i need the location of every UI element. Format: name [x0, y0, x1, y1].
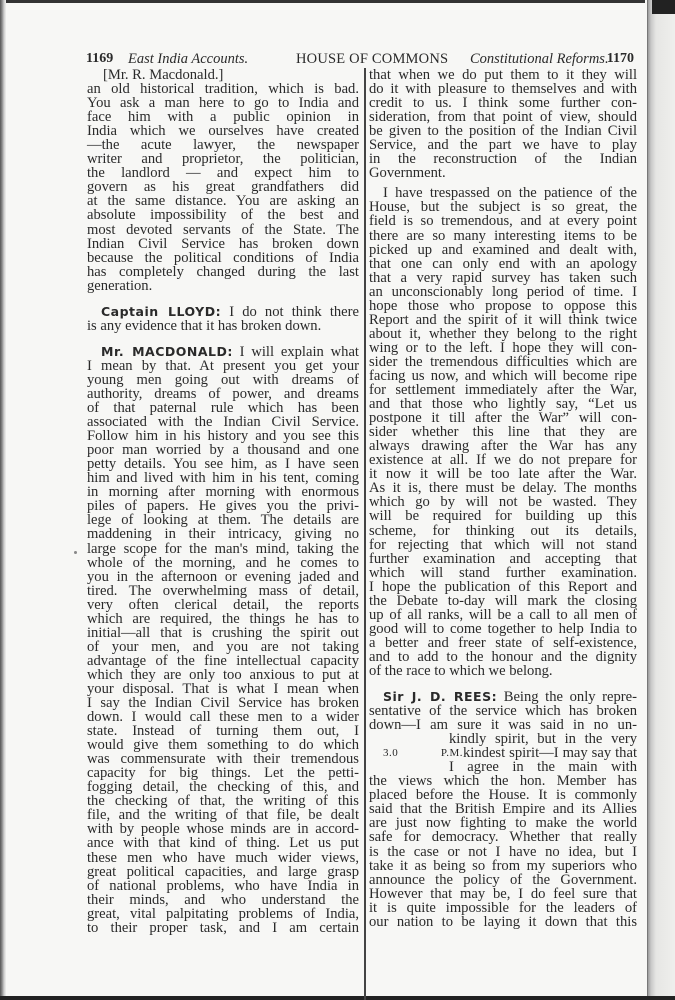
text-line: facing us now, and which will become ripe [369, 367, 637, 384]
text-line: I will explain what [239, 343, 359, 360]
text-line: Indian Civil Service has broken down [87, 235, 359, 252]
text-line: an old historical tradition, which is bad. [87, 81, 359, 98]
text-line: House, but the subject is so great, the [369, 199, 637, 216]
text-line: poor man worried by a thousand and one [87, 442, 359, 459]
text-line: and that those who lightly say, “Let us [369, 396, 637, 413]
text-line: great political capacities, and large grasp [87, 863, 359, 880]
text-line: associated with the Indian Civil Service. [87, 414, 359, 431]
text-line: I have trespassed on the patience of the [383, 185, 637, 202]
text-line: postpone it till after the War” will con- [369, 410, 637, 427]
text-line: that when we do put them to it they will [369, 67, 637, 83]
text-line: credit to us. I think some further con- [369, 95, 637, 112]
text-line: said that the British Empire and its Allies [369, 801, 637, 818]
text-line: tired. The overwhelming mass of detail, [87, 582, 359, 599]
text-line: always drawing after the War has any [369, 438, 637, 455]
paragraph-macdonald-conclusion [369, 68, 637, 180]
text-line: writer and proprietor, the politician, [87, 151, 359, 168]
text-line: ance with that kind of thing. Let us put [87, 835, 359, 852]
paragraph-sir-jd-rees [369, 690, 637, 929]
right-column [369, 68, 637, 929]
speaker-name: Sir J. D. REES: [383, 689, 498, 705]
text-line: govern as his great grandfathers did [87, 179, 359, 196]
text-line: field is so tremendous, and at every point [369, 213, 637, 230]
text-line: which go by will not be wasted. They [369, 494, 637, 511]
text-line: Service, and the part we have to play [369, 137, 637, 154]
text-line: lege of looking at them. The details are [87, 512, 359, 529]
text-line: in morning after morning with enormous [87, 484, 359, 501]
text-line: India which we ourselves have created [87, 123, 359, 140]
scan-right-strip [648, 0, 675, 1000]
text-line: is any evidence that it has broken down. [87, 317, 322, 334]
text-line: the Debate to-day will mark the closing [369, 592, 637, 609]
text-line: the checking of that, the writing of this [87, 793, 359, 810]
header-title-right: Constitutional Reforms. [470, 51, 609, 67]
scan-speck [74, 551, 77, 554]
text-line: maddening in their intricacy, giving no [87, 526, 359, 543]
scan-left-edge [0, 0, 6, 1000]
text-line: which will stand further examination. [369, 564, 637, 581]
text-line: that one can only end with an apology [369, 255, 637, 272]
page-number-right: 1170 [606, 51, 634, 66]
text-line: because the political conditions of India [87, 249, 359, 266]
text-line: is the case or not I have no idea, but I [369, 843, 637, 860]
text-line: capacity for big things. Let the petti- [87, 765, 359, 782]
text-line: I say the Indian Civil Service has broken [87, 695, 359, 712]
text-line: I do not think there [229, 303, 359, 320]
text-line: sider whether this line that they are [369, 424, 637, 441]
text-line: —the acute lawyer, the newspaper [87, 137, 359, 154]
text-line: you in the afternoon or evening jaded and [87, 568, 359, 585]
left-column [87, 68, 359, 935]
text-line: I hope the publication of this Report and [369, 578, 637, 595]
text-line: piles of papers. He gives you the privi- [87, 498, 359, 515]
paragraph-captain-lloyd [87, 305, 359, 333]
text-line: placed before the House. It is commonly [369, 787, 637, 804]
paragraph-macdonald-closing [369, 186, 637, 678]
header-title-left: East India Accounts. [128, 51, 249, 67]
text-line: As it is, there must be delay. The months [369, 480, 637, 497]
text-line: him and lived with him in his tent, coming [87, 470, 359, 487]
text-line: Being the only repre- [503, 689, 637, 706]
text-line: would give them something to do which [87, 737, 359, 754]
text-line: up of all ranks, will be a call to all men of [369, 606, 637, 623]
text-line: of national problems, who have India in [87, 877, 359, 894]
text-line: an unconscionably long period of time. I [369, 283, 637, 300]
scan-right-corner [652, 0, 675, 14]
text-line: kindly spirit, but in the very [449, 731, 637, 748]
text-line: it now it will be too late after the War. [369, 466, 637, 483]
text-line: of the race to which we belong. [369, 662, 553, 679]
continuation-attribution: [Mr. R. Macdonald.] [103, 67, 224, 83]
text-line: generation. [87, 277, 153, 294]
text-line: for rejecting that which will not stand [369, 536, 637, 553]
text-line: I agree in the main with [449, 759, 637, 776]
text-line: sider the tremendous difficulties which are [369, 353, 637, 370]
text-line: be given to the position of the Indian Civil [369, 123, 637, 140]
column-divider [364, 68, 366, 1000]
text-line: of your men, and you are not taking [87, 638, 359, 655]
text-line: authority, dreams of power, and dreams [87, 385, 359, 402]
text-line: the landlord — and expect him to [87, 165, 359, 182]
text-line: down—I am sure it was said in no un- [369, 717, 637, 734]
text-line: a better and freer state of self-existence, [369, 634, 637, 651]
text-line: of that paternal rule which has been [87, 400, 359, 417]
text-line: your disposal. That is what I mean when [87, 680, 359, 697]
paragraph-macdonald-cont [87, 82, 359, 293]
text-line: Report and the spirit of it will think twice [369, 311, 637, 328]
text-line: their minds, and who understand the [87, 891, 359, 908]
text-line: sentative of the service which has broken [369, 703, 637, 720]
text-line: safe for democracy. Whether that really [369, 829, 637, 846]
scan-bottom-edge [0, 996, 675, 1000]
text-line: our nation to be laying it down that this [369, 913, 637, 930]
scan-top-edge [0, 0, 645, 3]
text-line: that a very rapid survey has taken such [369, 269, 637, 286]
text-line: Government. [369, 165, 446, 182]
text-line: very often clerical detail, the reports [87, 596, 359, 613]
text-line: will be required for building up this [369, 508, 637, 525]
text-line: scheme, for thinking out its details, [369, 522, 637, 539]
text-line: do it with pleasure to themselves and with [369, 81, 637, 98]
text-line: existence at all. If we do not prepare for [369, 452, 637, 469]
text-line: announce the policy of the Government. [369, 871, 637, 888]
text-line: face him with a public opinion in [87, 109, 359, 126]
text-line: great, vital palpitating problems of India, [87, 905, 359, 922]
text-line: picked up and examined and dealt with, [369, 241, 637, 258]
text-line: was commensurate with their tremendous [87, 751, 359, 768]
page-number-left: 1169 [86, 51, 114, 66]
text-line: has completely changed during the last [87, 263, 359, 280]
text-line: large scope for the man's mind, taking the [87, 540, 359, 557]
text-line: most devoted servants of the State. The [87, 221, 359, 238]
text-line: the views which the hon. Member has [369, 773, 637, 790]
text-line: which they are only too anxious to put at [87, 666, 359, 683]
text-line: wing or to the left. I hope they will con- [369, 339, 637, 356]
text-line: with by people whose minds are in accord- [87, 821, 359, 838]
text-line: fogging detail, the checking of this, and [87, 779, 359, 796]
text-line: it is quite impossible for the leaders of [369, 899, 637, 916]
speaker-name: Captain LLOYD: [101, 303, 222, 319]
text-line: I mean by that. At present you get your [87, 357, 359, 374]
text-line: initial—all that is crushing the spirit out [87, 624, 359, 641]
paragraph-macdonald-reply [87, 345, 359, 935]
text-line: state. Instead of turning them out, I [87, 723, 359, 740]
text-line: are just now fighting to make the world [369, 815, 637, 832]
text-line: down. I would call these men to a wider [87, 709, 359, 726]
text-line: take it as being so from my superiors who [369, 857, 637, 874]
text-line: about it, whether they belong to the right [369, 325, 637, 342]
text-line: sideration, from that point of view, should [369, 109, 637, 126]
text-line: which are required, the things he has to [87, 610, 359, 627]
header-title-center: HOUSE OF COMMONS [296, 51, 449, 67]
text-line: whole of the morning, and he comes to [87, 554, 359, 571]
text-line: for settlement immediately after the War, [369, 382, 637, 399]
text-line: hope those who propose to oppose this [369, 297, 637, 314]
margin-time-note: 3.0 P.M. [383, 747, 463, 760]
text-line: Follow him in his history and you see this [87, 428, 359, 445]
text-line: good will to come together to help India to [369, 620, 637, 637]
text-line: However that may be, I do feel sure that [369, 885, 637, 902]
text-line: advantage of the fine intellectual capacity [87, 652, 359, 669]
text-line: and to add to the honour and the dignity [369, 648, 637, 665]
text-line: kindest spirit—I may say that [463, 745, 637, 762]
text-line: You ask a man here to go to India and [87, 95, 359, 112]
text-line: these men who have much wider views, [87, 849, 359, 866]
text-line: further examination and accepting that [369, 550, 637, 567]
text-line: young men going out with dreams of [87, 371, 359, 388]
text-line: absolute impossibility of the best and [87, 207, 359, 224]
speaker-name: Mr. MACDONALD: [101, 343, 233, 359]
text-line: there are so many interesting items to be [369, 227, 637, 244]
text-line: petty details. You see him, as I have seen [87, 456, 359, 473]
text-line: in the reconstruction of the Indian [369, 151, 637, 168]
text-line: to their proper task, and I am certain [87, 919, 359, 936]
text-line: at the same distance. You are asking an [87, 193, 359, 210]
text-line: file, and the writing of that file, be dealt [87, 807, 359, 824]
